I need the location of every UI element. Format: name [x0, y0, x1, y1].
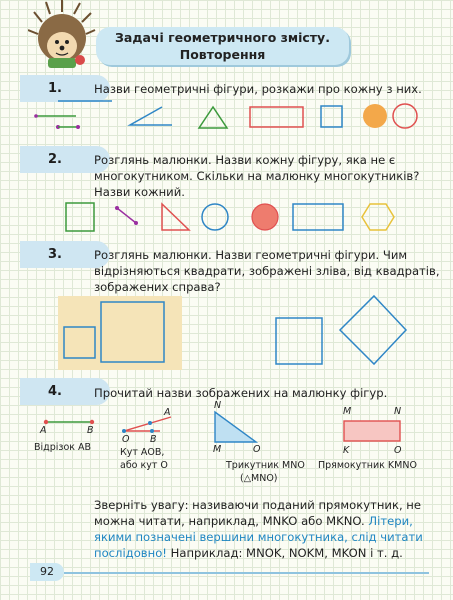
page-title [96, 27, 349, 65]
angle-shape [130, 107, 172, 125]
angle-point-b: В [150, 434, 157, 445]
rect-label: Прямокутник KMNO [318, 460, 417, 471]
triangle-point-n: N [214, 400, 222, 411]
triangle-point-m: M [213, 444, 222, 455]
triangle-label-line1: Трикутник MNO [226, 460, 305, 471]
ray-start-point [34, 114, 38, 118]
task-3-shapes [58, 292, 428, 374]
task-1-number: 1. [20, 75, 110, 102]
note-text-part3: Наприклад: MNOK, NOKM, MKON і т. д. [166, 546, 403, 560]
segment-point [76, 125, 80, 129]
filled-circle-shape [363, 104, 387, 128]
page-number: 92 [30, 563, 64, 581]
square-shape [66, 203, 94, 231]
page-title-line1: Задачі геометричного змісту. [115, 30, 330, 45]
segment-label: Відрізок АВ [34, 442, 92, 453]
rectangle-shape [250, 107, 303, 127]
segment-point [115, 206, 119, 210]
task-3-text: Розглянь малюнки. Назви геометричні фігури. Чим відрізняються квадрати, зображені зліва, від квадратів, зображених справа? [94, 248, 440, 294]
footer-divider [64, 572, 429, 574]
note-highlight: Літери, якими позначені вершини многокутника, слід читати послідовно! [94, 514, 423, 560]
task-2-shapes [60, 200, 410, 240]
task-4-number: 4. [20, 378, 110, 405]
segment-point [134, 221, 138, 225]
square-shape [321, 106, 342, 127]
segment-point-b: В [87, 425, 94, 436]
rotated-square-shape [340, 296, 406, 364]
attention-note [94, 497, 440, 561]
task-3-number: 3. [20, 241, 110, 268]
rect-point-m: M [343, 406, 352, 417]
page-title-line2: Повторення [179, 47, 266, 62]
hexagon-shape [362, 204, 394, 230]
angle-label-line2: або кут О [120, 460, 168, 471]
hedgehog-mascot-icon [28, 0, 96, 72]
rectangle-shape [293, 204, 343, 230]
angle-point-a: А [164, 407, 171, 418]
segment-shape [117, 208, 136, 223]
circle-shape [393, 104, 417, 128]
note-text-part1: Зверніть увагу: називаючи поданий прямокутник, не можна читати, наприклад, MNKO або MKNO. [94, 498, 422, 528]
filled-circle-shape [252, 204, 278, 230]
rect-point-k: K [343, 445, 350, 456]
task-2-number: 2. [20, 146, 110, 173]
triangle-point-o: O [253, 444, 261, 455]
rectangle-kmno-drawing [342, 419, 402, 445]
task-4-text: Прочитай назви зображених на малюнку фігур. [94, 386, 388, 400]
task-1-text: Назви геометричні фігури, розкажи про кожну з них. [94, 82, 422, 96]
triangle-shape [199, 107, 227, 128]
triangle-label-line2: (△MNO) [240, 473, 278, 484]
angle-label-line1: Кут АОВ, [120, 447, 165, 458]
angle-point-o: О [122, 434, 130, 445]
right-triangle-shape [162, 204, 189, 230]
rect-point-n: N [394, 406, 402, 417]
circle-shape [202, 204, 228, 230]
task-1-shapes [30, 95, 430, 145]
task-2-text: Розглянь малюнки. Назви кожну фігуру, яка не є многокутником. Скільки на малюнку многокутників? Назви кожний. [94, 153, 420, 199]
square-shape [276, 318, 322, 364]
segment-point-a: А [40, 425, 47, 436]
rect-point-o: O [394, 445, 402, 456]
triangle-mno-drawing [206, 410, 260, 446]
